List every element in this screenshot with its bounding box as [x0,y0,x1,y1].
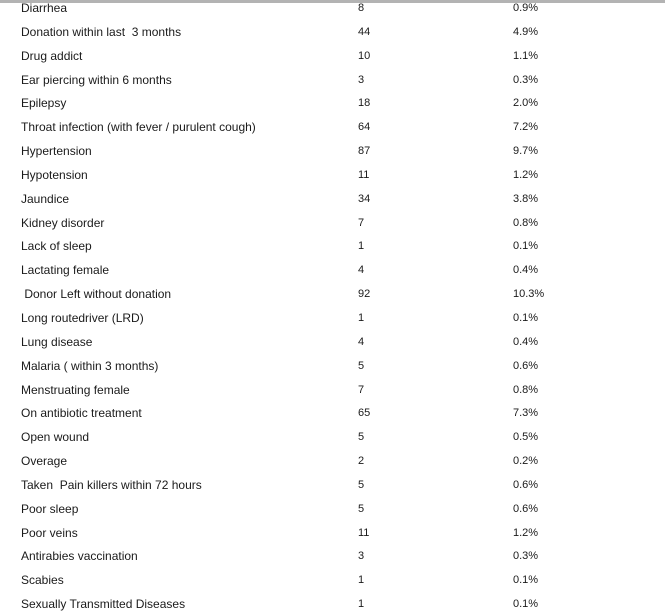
table-row [0,545,665,569]
reason-cell: Poor sleep [21,501,79,516]
count-cell: 1 [358,240,365,253]
percent-cell: 0.3% [513,73,539,86]
percent-cell: 0.3% [513,550,539,563]
percent-cell: 0.1% [513,574,539,587]
reason-cell: Scabies [21,573,64,588]
percent-cell: 0.6% [513,502,539,515]
table-row [0,402,665,426]
reason-cell: Ear piercing within 6 months [21,72,172,87]
count-cell: 4 [358,335,365,348]
count-cell: 7 [358,216,365,229]
reason-cell: Lactating female [21,263,110,278]
table-row [0,592,665,616]
count-cell: 11 [358,526,370,539]
table-row [0,354,665,378]
reason-cell: Hypotension [21,167,88,182]
percent-cell: 1.1% [513,49,539,62]
percent-cell: 3.8% [513,192,539,205]
count-cell: 65 [358,407,371,420]
count-cell: 34 [358,192,371,205]
percent-cell: 0.4% [513,335,539,348]
reason-cell: Sexually Transmitted Diseases [21,597,186,612]
reason-cell: Long routedriver (LRD) [21,310,144,325]
percent-cell: 0.1% [513,598,539,611]
reason-cell: Diarrhea [21,1,68,15]
percent-cell: 0.6% [513,359,539,372]
count-cell: 44 [358,25,371,38]
reason-cell: Poor veins [21,525,78,540]
reason-cell: Epilepsy [21,96,67,111]
count-cell: 1 [358,598,365,611]
percent-cell: 2.0% [513,97,539,110]
table-row [0,449,665,473]
reason-cell: Lack of sleep [21,239,92,254]
percent-cell: 0.1% [513,311,539,324]
percent-cell: 1.2% [513,168,539,181]
reason-cell: Donation within last 3 months [21,24,182,39]
table-row [0,521,665,545]
table-row [0,92,665,116]
percent-cell: 0.8% [513,216,539,229]
count-cell: 92 [358,288,371,301]
percent-cell: 0.5% [513,431,539,444]
reason-cell: On antibiotic treatment [21,406,142,421]
count-cell: 11 [358,168,370,181]
reason-cell: Lung disease [21,334,93,349]
count-cell: 4 [358,264,365,277]
reason-cell: Overage [21,454,68,469]
percent-cell: 4.9% [513,25,539,38]
count-cell: 1 [358,311,365,324]
reason-cell: Hypertension [21,144,92,159]
count-cell: 8 [358,2,365,14]
reason-cell: Menstruating female [21,382,130,397]
reason-cell: Throat infection (with fever / purulent cough) [21,120,256,135]
table-row [0,44,665,68]
table-row [0,378,665,402]
percent-cell: 7.3% [513,407,539,420]
reason-cell: Open wound [21,430,90,445]
count-cell: 5 [358,502,365,515]
count-cell: 7 [358,383,365,396]
table-row [0,473,665,497]
percent-cell: 0.4% [513,264,539,277]
reason-cell: Antirabies vaccination [21,549,138,564]
table-row [0,330,665,354]
percent-cell: 0.8% [513,383,539,396]
count-cell: 5 [358,478,365,491]
percent-cell: 1.2% [513,526,539,539]
count-cell: 2 [358,455,365,468]
reason-cell: Donor Left without donation [21,287,172,302]
reason-cell: Taken Pain killers within 72 hours [21,477,202,492]
table-row [0,425,665,449]
reason-cell: Kidney disorder [21,215,105,230]
table-row [0,306,665,330]
table-row [0,187,665,211]
reason-cell: Malaria ( within 3 months) [21,358,159,373]
table-row [0,211,665,235]
table-row [0,568,665,592]
count-cell: 3 [358,73,365,86]
count-cell: 3 [358,550,365,563]
percent-cell: 0.1% [513,240,539,253]
table-row [0,115,665,139]
table-row [0,20,665,44]
table-row [0,139,665,163]
percent-cell: 7.2% [513,121,539,134]
table-row [0,0,665,20]
table-row [0,68,665,92]
count-cell: 87 [358,145,371,158]
reason-cell: Jaundice [21,191,70,206]
percent-cell: 0.2% [513,455,539,468]
reason-cell: Drug addict [21,48,83,63]
count-cell: 5 [358,431,365,444]
count-cell: 5 [358,359,365,372]
percent-cell: 0.6% [513,478,539,491]
table-row [0,497,665,521]
percent-cell: 9.7% [513,145,539,158]
table-row [0,235,665,259]
table-row [0,282,665,306]
percent-cell: 0.9% [513,2,539,14]
count-cell: 64 [358,121,371,134]
count-cell: 1 [358,574,365,587]
table-row [0,163,665,187]
table-row [0,258,665,282]
percent-cell: 10.3% [513,288,545,301]
count-cell: 10 [358,49,371,62]
count-cell: 18 [358,97,371,110]
